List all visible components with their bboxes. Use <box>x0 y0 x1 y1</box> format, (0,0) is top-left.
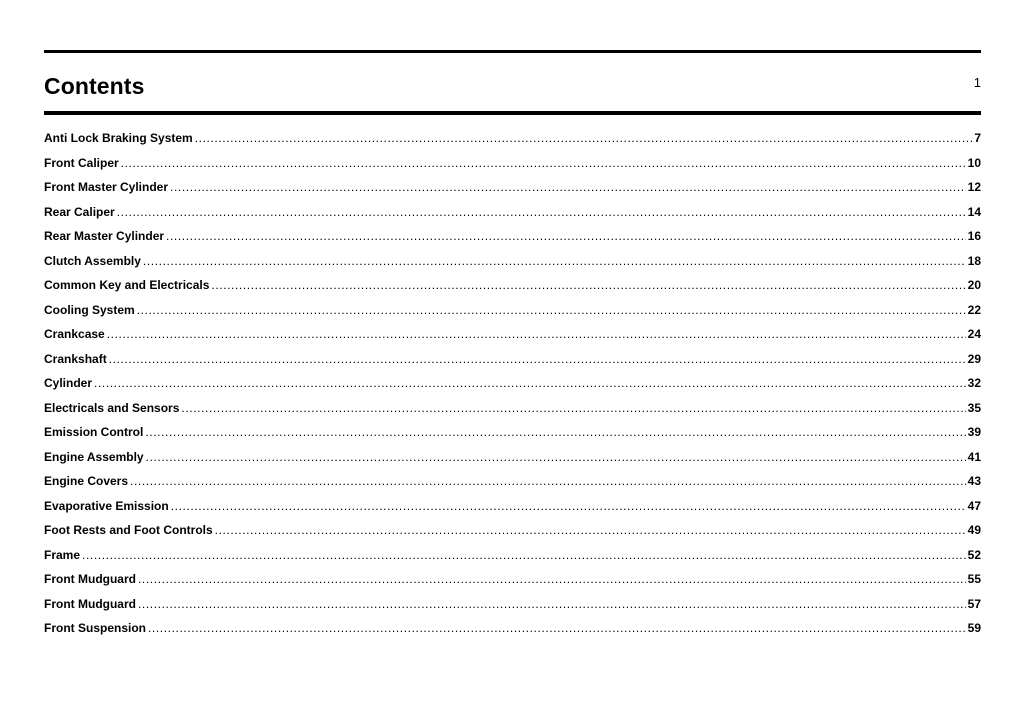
toc-entry-title: Common Key and Electricals <box>44 278 210 292</box>
toc-dot-leader <box>195 130 973 146</box>
toc-dot-leader <box>94 375 966 391</box>
toc-entry[interactable] <box>44 620 981 645</box>
toc-dot-leader <box>145 424 965 440</box>
toc-entry-title: Front Master Cylinder <box>44 180 169 194</box>
toc-entry-page: 10 <box>967 155 981 170</box>
toc-entry-page: 14 <box>967 204 981 219</box>
toc-entry[interactable] <box>44 522 981 547</box>
toc-entry-page: 49 <box>967 523 981 537</box>
toc-entry-page: 47 <box>967 498 981 513</box>
toc-dot-leader <box>107 326 966 342</box>
toc-entry[interactable] <box>44 498 981 523</box>
toc-entry[interactable] <box>44 277 981 302</box>
toc-dot-leader <box>148 620 966 636</box>
toc-entry-title: Anti Lock Braking System <box>44 131 193 145</box>
toc-entry-title: Rear Master Cylinder <box>44 229 165 243</box>
toc-entry-page: 41 <box>967 449 981 464</box>
table-of-contents <box>44 130 981 645</box>
toc-entry[interactable] <box>44 351 981 376</box>
toc-entry-title: Front Mudguard <box>44 572 136 586</box>
toc-entry[interactable] <box>44 155 981 180</box>
toc-entry-title: Emission Control <box>44 425 144 439</box>
toc-dot-leader <box>117 204 966 220</box>
toc-entry-title: Front Caliper <box>44 155 119 170</box>
toc-entry-page: 24 <box>967 327 981 341</box>
toc-entry-title: Electricals and Sensors <box>44 400 180 415</box>
toc-entry-title: Engine Covers <box>44 474 129 488</box>
toc-dot-leader <box>130 473 966 489</box>
header-bottom-rule <box>44 111 981 115</box>
toc-entry-title: Evaporative Emission <box>44 498 169 513</box>
toc-entry[interactable] <box>44 571 981 596</box>
toc-entry-page: 43 <box>967 474 981 488</box>
header-top-rule <box>44 50 981 53</box>
toc-entry-title: Engine Assembly <box>44 449 144 464</box>
toc-entry[interactable] <box>44 400 981 425</box>
toc-entry-page: 22 <box>967 302 981 317</box>
toc-dot-leader <box>137 302 966 318</box>
toc-entry-title: Foot Rests and Foot Controls <box>44 523 213 537</box>
toc-entry-page: 55 <box>967 572 981 586</box>
toc-dot-leader <box>121 155 966 171</box>
toc-entry-page: 57 <box>967 596 981 611</box>
toc-dot-leader <box>171 498 966 514</box>
toc-entry-title: Front Suspension <box>44 621 146 635</box>
toc-entry-page: 7 <box>974 131 981 145</box>
toc-entry[interactable] <box>44 179 981 204</box>
toc-entry[interactable] <box>44 473 981 498</box>
toc-dot-leader <box>109 351 966 367</box>
toc-entry-page: 52 <box>967 547 981 562</box>
toc-entry-title: Cylinder <box>44 376 93 390</box>
toc-entry-title: Frame <box>44 547 81 562</box>
toc-entry[interactable] <box>44 302 981 327</box>
toc-entry-title: Front Mudguard <box>44 596 136 611</box>
toc-dot-leader <box>170 179 966 195</box>
toc-dot-leader <box>215 522 966 538</box>
toc-entry-page: 39 <box>967 425 981 439</box>
toc-entry-page: 35 <box>967 400 981 415</box>
toc-entry-page: 12 <box>967 180 981 194</box>
toc-dot-leader <box>82 547 966 563</box>
toc-entry[interactable] <box>44 375 981 400</box>
toc-dot-leader <box>143 253 966 269</box>
toc-entry[interactable] <box>44 204 981 229</box>
toc-dot-leader <box>138 571 966 587</box>
page-title: Contents <box>44 73 145 99</box>
toc-entry-page: 16 <box>967 229 981 243</box>
toc-entry-title: Crankcase <box>44 327 105 341</box>
toc-entry-title: Crankshaft <box>44 351 107 366</box>
toc-entry-title: Clutch Assembly <box>44 253 141 268</box>
toc-dot-leader <box>138 596 966 612</box>
toc-entry-page: 32 <box>967 376 981 390</box>
toc-dot-leader <box>146 449 966 465</box>
toc-dot-leader <box>181 400 965 416</box>
toc-entry[interactable] <box>44 130 981 155</box>
toc-entry-page: 20 <box>967 278 981 292</box>
toc-entry[interactable] <box>44 228 981 253</box>
toc-dot-leader <box>211 277 965 293</box>
toc-entry[interactable] <box>44 547 981 572</box>
toc-entry[interactable] <box>44 326 981 351</box>
toc-entry-page: 29 <box>967 351 981 366</box>
toc-entry-page: 59 <box>967 621 981 635</box>
toc-entry[interactable] <box>44 424 981 449</box>
toc-entry-title: Rear Caliper <box>44 204 115 219</box>
toc-entry-page: 18 <box>967 253 981 268</box>
toc-entry[interactable] <box>44 253 981 278</box>
toc-entry[interactable] <box>44 596 981 621</box>
toc-dot-leader <box>166 228 966 244</box>
toc-entry[interactable] <box>44 449 981 474</box>
toc-entry-title: Cooling System <box>44 302 135 317</box>
page-number: 1 <box>973 75 981 90</box>
